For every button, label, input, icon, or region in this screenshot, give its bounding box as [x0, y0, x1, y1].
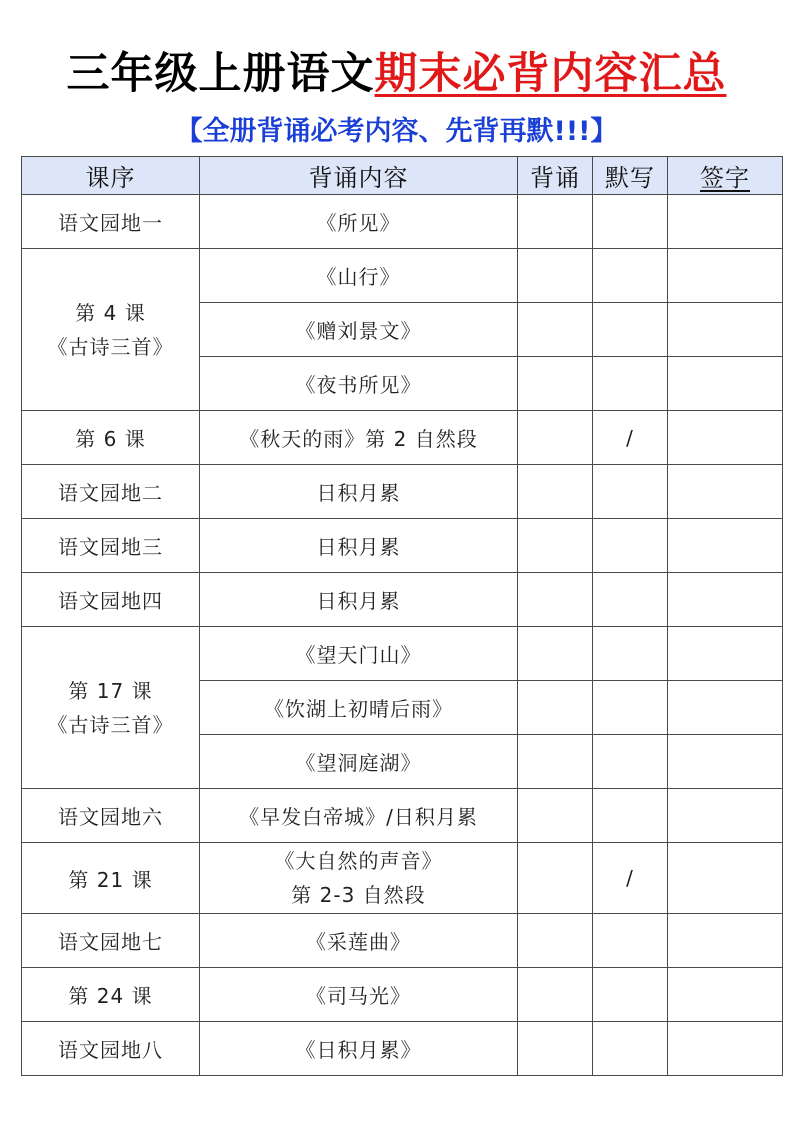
recite-check-cell[interactable] — [518, 681, 593, 735]
table-row — [22, 627, 783, 681]
header-content: 背诵内容 — [200, 157, 518, 195]
recite-check-cell[interactable] — [518, 1022, 593, 1076]
dictation-cell[interactable] — [593, 303, 668, 357]
lesson-cell — [22, 249, 200, 411]
lesson-cell: 第 21 课 — [22, 843, 200, 914]
lesson-number: 第 17 课 — [68, 678, 153, 703]
recite-check-cell[interactable] — [518, 968, 593, 1022]
recite-check-cell[interactable] — [518, 411, 593, 465]
lesson-cell: 语文园地三 — [22, 519, 200, 573]
dictation-cell[interactable] — [593, 968, 668, 1022]
signature-cell[interactable] — [668, 303, 783, 357]
dictation-cell[interactable] — [593, 357, 668, 411]
signature-cell[interactable] — [668, 681, 783, 735]
table-header-row — [22, 157, 783, 195]
dictation-cell[interactable]: / — [593, 843, 668, 914]
dictation-cell[interactable] — [593, 249, 668, 303]
header-lesson: 课序 — [22, 157, 200, 195]
content-cell: 日积月累 — [200, 573, 518, 627]
recitation-table — [21, 156, 783, 1076]
table-row — [22, 968, 783, 1022]
dictation-cell[interactable] — [593, 789, 668, 843]
lesson-cell: 第 6 课 — [22, 411, 200, 465]
lesson-cell — [22, 627, 200, 789]
table-row — [22, 411, 783, 465]
dictation-cell[interactable] — [593, 735, 668, 789]
signature-cell[interactable] — [668, 519, 783, 573]
content-cell: 日积月累 — [200, 519, 518, 573]
content-cell: 《秋天的雨》第 2 自然段 — [200, 411, 518, 465]
lesson-cell: 语文园地二 — [22, 465, 200, 519]
table-row — [22, 249, 783, 303]
content-cell: 《所见》 — [200, 195, 518, 249]
table-row — [22, 195, 783, 249]
signature-cell[interactable] — [668, 573, 783, 627]
recite-check-cell[interactable] — [518, 789, 593, 843]
dictation-cell[interactable]: / — [593, 411, 668, 465]
table-row — [22, 843, 783, 914]
recite-check-cell[interactable] — [518, 195, 593, 249]
header-recite: 背诵 — [518, 157, 593, 195]
dictation-cell[interactable] — [593, 627, 668, 681]
header-dictation: 默写 — [593, 157, 668, 195]
signature-cell[interactable] — [668, 357, 783, 411]
recite-check-cell[interactable] — [518, 843, 593, 914]
header-signature: 签字 — [668, 157, 783, 195]
dictation-cell[interactable] — [593, 519, 668, 573]
signature-cell[interactable] — [668, 789, 783, 843]
table-row — [22, 573, 783, 627]
dictation-cell[interactable] — [593, 195, 668, 249]
content-cell: 《采莲曲》 — [200, 914, 518, 968]
recite-check-cell[interactable] — [518, 627, 593, 681]
page-title — [0, 44, 793, 104]
recite-check-cell[interactable] — [518, 357, 593, 411]
content-cell: 《饮湖上初晴后雨》 — [200, 681, 518, 735]
signature-cell[interactable] — [668, 195, 783, 249]
content-title: 《大自然的声音》 — [274, 849, 443, 873]
lesson-cell: 语文园地四 — [22, 573, 200, 627]
signature-cell[interactable] — [668, 914, 783, 968]
signature-cell[interactable] — [668, 627, 783, 681]
content-detail: 第 2-3 自然段 — [291, 883, 426, 907]
lesson-group-title: 《古诗三首》 — [47, 712, 174, 737]
lesson-cell: 语文园地一 — [22, 195, 200, 249]
content-cell: 《赠刘景文》 — [200, 303, 518, 357]
content-cell: 《早发白帝城》/日积月累 — [200, 789, 518, 843]
recite-check-cell[interactable] — [518, 249, 593, 303]
signature-cell[interactable] — [668, 968, 783, 1022]
recite-check-cell[interactable] — [518, 573, 593, 627]
content-cell: 《望天门山》 — [200, 627, 518, 681]
page-subtitle: 【全册背诵必考内容、先背再默!!!】 — [175, 116, 618, 147]
table-row — [22, 465, 783, 519]
content-cell: 《山行》 — [200, 249, 518, 303]
lesson-group-title: 《古诗三首》 — [47, 334, 174, 359]
signature-cell[interactable] — [668, 249, 783, 303]
recite-check-cell[interactable] — [518, 465, 593, 519]
recite-check-cell[interactable] — [518, 303, 593, 357]
dictation-cell[interactable] — [593, 681, 668, 735]
table-row — [22, 1022, 783, 1076]
content-cell: 《夜书所见》 — [200, 357, 518, 411]
title-red-part: 期末必背内容汇总 — [374, 49, 727, 99]
lesson-cell: 语文园地八 — [22, 1022, 200, 1076]
lesson-cell: 语文园地七 — [22, 914, 200, 968]
recite-check-cell[interactable] — [518, 735, 593, 789]
dictation-cell[interactable] — [593, 573, 668, 627]
table-row — [22, 914, 783, 968]
table-row — [22, 789, 783, 843]
signature-cell[interactable] — [668, 1022, 783, 1076]
content-cell: 《日积月累》 — [200, 1022, 518, 1076]
signature-cell[interactable] — [668, 411, 783, 465]
dictation-cell[interactable] — [593, 465, 668, 519]
lesson-cell: 第 24 课 — [22, 968, 200, 1022]
content-cell: 日积月累 — [200, 465, 518, 519]
content-cell: 《望洞庭湖》 — [200, 735, 518, 789]
lesson-number: 第 4 课 — [75, 300, 146, 325]
signature-cell[interactable] — [668, 465, 783, 519]
signature-cell[interactable] — [668, 843, 783, 914]
lesson-cell: 语文园地六 — [22, 789, 200, 843]
dictation-cell[interactable] — [593, 1022, 668, 1076]
table-row — [22, 519, 783, 573]
content-cell — [200, 843, 518, 914]
title-black-part: 三年级上册语文 — [66, 49, 375, 99]
recite-check-cell[interactable] — [518, 519, 593, 573]
signature-cell[interactable] — [668, 735, 783, 789]
content-cell: 《司马光》 — [200, 968, 518, 1022]
recite-check-cell[interactable] — [518, 914, 593, 968]
dictation-cell[interactable] — [593, 914, 668, 968]
